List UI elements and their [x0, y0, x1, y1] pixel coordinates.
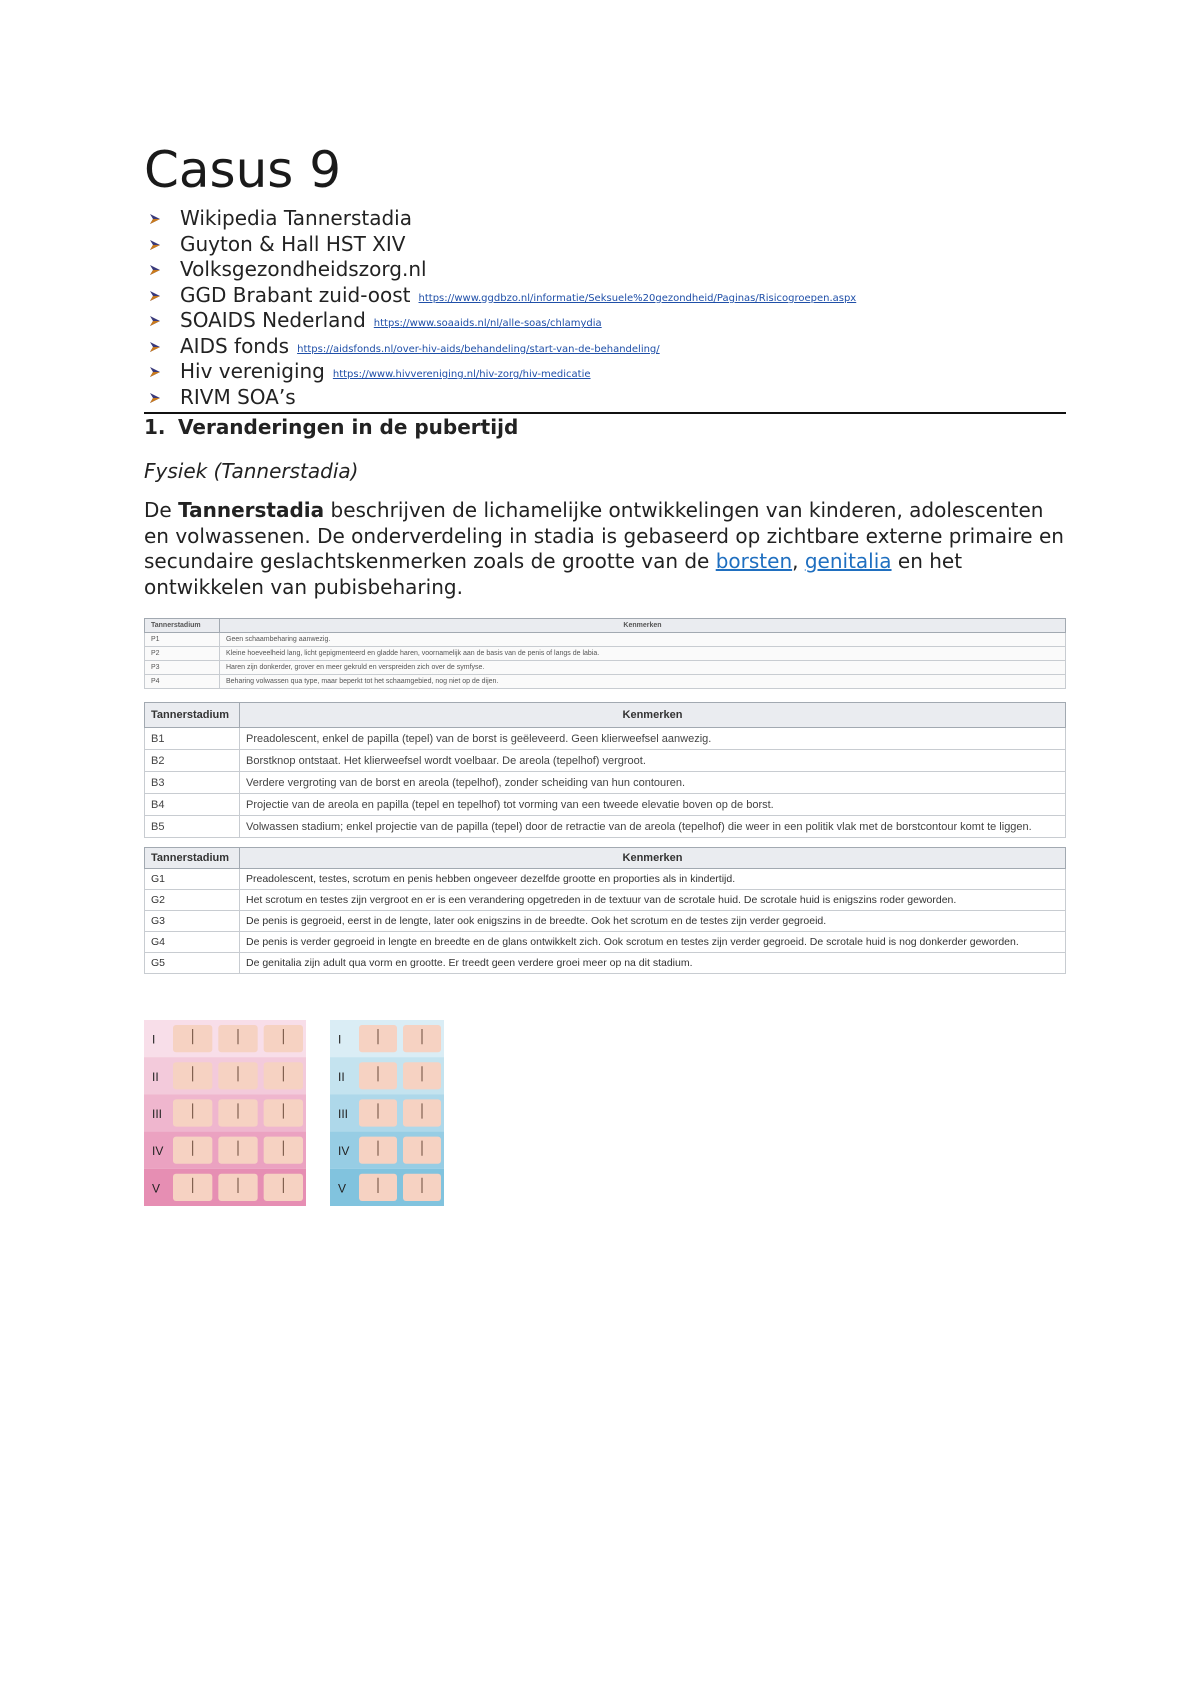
table-header: Tannerstadium [145, 703, 240, 728]
arrow-bullet-icon [148, 263, 162, 277]
description-cell: De genitalia zijn adult qua vorm en grootte. Er treedt geen verdere groei meer op na dit stadium. [240, 953, 1066, 974]
source-label: Volksgezondheidszorg.nl [180, 257, 427, 281]
stage-label: IV [152, 1144, 164, 1159]
stage-cell: B3 [145, 772, 240, 794]
arrow-bullet-icon [148, 365, 162, 379]
para-text: beschrijven de lichamelijke ontwikkelingen van kinderen, adolescenten en volwassenen. De onderverdeling in stadia is gebaseerd op zichtbare externe primaire en secundaire geslachtskenmerken zoals de grootte van de [144, 498, 1064, 573]
link-borsten[interactable]: borsten [715, 549, 793, 573]
description-cell: Geen schaambeharing aanwezig. [220, 633, 1066, 647]
table-row [145, 794, 1066, 816]
table-row [145, 661, 1066, 675]
source-label: Wikipedia Tannerstadia [180, 206, 412, 230]
stage-label: I [152, 1032, 156, 1047]
section-number: 1. [144, 415, 166, 439]
female-stage-row [144, 1020, 306, 1057]
source-link[interactable]: https://www.soaaids.nl/nl/alle-soas/chlamydia [373, 318, 602, 329]
description-cell: Beharing volwassen qua type, maar beperkt tot het schaamgebied, nog niet op de dijen. [220, 675, 1066, 689]
arrow-bullet-icon [148, 212, 162, 226]
source-list [144, 206, 1066, 410]
para-bold-term: Tannerstadia [178, 498, 325, 522]
table-header: Kenmerken [240, 703, 1066, 728]
table-row [145, 911, 1066, 932]
table-row [145, 772, 1066, 794]
stage-label: V [338, 1181, 347, 1196]
table-row [145, 750, 1066, 772]
male-stage-row [330, 1094, 444, 1131]
description-cell: Projectie van de areola en papilla (tepel en tepelhof) tot vorming van een tweede elevatie boven op de borst. [240, 794, 1066, 816]
table-row [145, 633, 1066, 647]
source-label: Hiv vereniging [180, 359, 325, 383]
arrow-bullet-icon [148, 289, 162, 303]
source-label: SOAIDS Nederland [180, 308, 366, 332]
genital-stage-table-image [144, 847, 1066, 974]
source-item [144, 308, 1066, 334]
table-header: Tannerstadium [145, 848, 240, 869]
stage-cell: G2 [145, 890, 240, 911]
table-row [145, 728, 1066, 750]
link-genitalia[interactable]: genitalia [804, 549, 892, 573]
arrow-bullet-icon [148, 340, 162, 354]
stage-label: III [338, 1107, 349, 1121]
source-link[interactable]: https://aidsfonds.nl/over-hiv-aids/behandeling/start-van-de-behandeling/ [297, 343, 660, 355]
stage-cell: B1 [145, 728, 240, 750]
stage-label: II [338, 1069, 345, 1084]
male-stage-row [330, 1020, 444, 1057]
table-row [145, 816, 1066, 838]
stage-label: V [152, 1181, 161, 1196]
description-cell: Preadolescent, enkel de papilla (tepel) van de borst is geëleveerd. Geen klierweefsel aanwezig. [240, 728, 1066, 750]
table-row [145, 675, 1066, 689]
stage-cell: B4 [145, 794, 240, 816]
para-text: , [792, 549, 805, 573]
para-text: en het ontwikkelen van pubisbeharing. [144, 549, 963, 599]
source-link[interactable]: https://www.ggdbzo.nl/informatie/Seksuele%20gezondheid/Paginas/Risicogroepen.aspx [418, 292, 857, 304]
page-title: Casus 9 [144, 141, 342, 199]
male-tanner-figure [330, 1020, 444, 1206]
stage-cell: G3 [145, 911, 240, 932]
arrow-bullet-icon [148, 314, 162, 328]
stage-cell: P4 [145, 675, 220, 689]
source-item [144, 385, 1066, 411]
table-header: Kenmerken [240, 848, 1066, 869]
table-row [145, 869, 1066, 890]
male-stage-row [330, 1132, 444, 1169]
description-cell: Kleine hoeveelheid lang, licht gepigmenteerd en gladde haren, voornamelijk aan de basis van de penis of langs de labia. [220, 647, 1066, 661]
stage-cell: G5 [145, 953, 240, 974]
table-header: Tannerstadium [145, 619, 220, 633]
section-heading [144, 414, 518, 440]
stage-label: IV [338, 1144, 350, 1159]
para-text: De [144, 498, 179, 522]
stage-label: II [152, 1069, 159, 1084]
stage-cell: P2 [145, 647, 220, 661]
source-item [144, 206, 1066, 232]
arrow-bullet-icon [148, 238, 162, 252]
source-item [144, 232, 1066, 258]
intro-paragraph [144, 498, 1066, 600]
pubic-hair-table-image [144, 618, 1066, 689]
source-label: Guyton & Hall HST XIV [180, 231, 406, 256]
female-tanner-figure [144, 1020, 306, 1206]
source-label: AIDS fonds [180, 333, 290, 358]
source-link[interactable]: https://www.hivvereniging.nl/hiv-zorg/hiv-medicatie [332, 369, 591, 380]
female-stage-row [144, 1057, 306, 1094]
section-title: Veranderingen in de pubertijd [178, 415, 519, 439]
description-cell: Preadolescent, testes, scrotum en penis hebben ongeveer dezelfde grootte en proporties als in kindertijd. [240, 869, 1066, 890]
source-item [144, 283, 1066, 309]
stage-cell: B5 [145, 816, 240, 838]
stage-label: III [152, 1107, 163, 1121]
stage-cell: P1 [145, 633, 220, 647]
table-header: Kenmerken [220, 619, 1066, 633]
breast-stage-table-image [144, 702, 1066, 838]
stage-cell: B2 [145, 750, 240, 772]
description-cell: De penis is gegroeid, eerst in de lengte, later ook enigszins in de breedte. Ook het scrotum en de testes zijn verder gegroeid. [240, 911, 1066, 932]
source-item [144, 334, 1066, 360]
description-cell: Haren zijn donkerder, grover en meer gekruld en verspreiden zich over de symfyse. [220, 661, 1066, 675]
male-stage-row [330, 1169, 444, 1206]
female-stage-row [144, 1132, 306, 1169]
stage-cell: G4 [145, 932, 240, 953]
source-item [144, 359, 1066, 385]
table-row [145, 953, 1066, 974]
description-cell: Borstknop ontstaat. Het klierweefsel wordt voelbaar. De areola (tepelhof) vergroot. [240, 750, 1066, 772]
source-item [144, 257, 1066, 283]
female-stage-row [144, 1094, 306, 1131]
stage-label: I [338, 1032, 342, 1047]
stage-cell: G1 [145, 869, 240, 890]
source-label: RIVM SOA’s [180, 384, 296, 409]
stage-cell: P3 [145, 661, 220, 675]
description-cell: Het scrotum en testes zijn vergroot en er is een verandering opgetreden in de textuur van de scrotale huid. De scrotale huid is enigszins roder geworden. [240, 890, 1066, 911]
male-stage-row [330, 1057, 444, 1094]
table-row [145, 890, 1066, 911]
table-row [145, 932, 1066, 953]
description-cell: Verdere vergroting van de borst en areola (tepelhof), zonder scheiding van hun contouren. [240, 772, 1066, 794]
subheading: Fysiek (Tannerstadia) [144, 459, 359, 483]
description-cell: De penis is verder gegroeid in lengte en breedte en de glans ontwikkelt zich. Ook scrotum en testes zijn verder gegroeid. De scrotale huid is nog donkerder geworden. [240, 932, 1066, 953]
source-label: GGD Brabant zuid-oost [180, 282, 411, 307]
arrow-bullet-icon [148, 391, 162, 405]
description-cell: Volwassen stadium; enkel projectie van de papilla (tepel) door de retractie van de areola (tepelhof) die weer in een politik vlak met de borstcontour komt te liggen. [240, 816, 1066, 838]
female-stage-row [144, 1169, 306, 1206]
table-row [145, 647, 1066, 661]
